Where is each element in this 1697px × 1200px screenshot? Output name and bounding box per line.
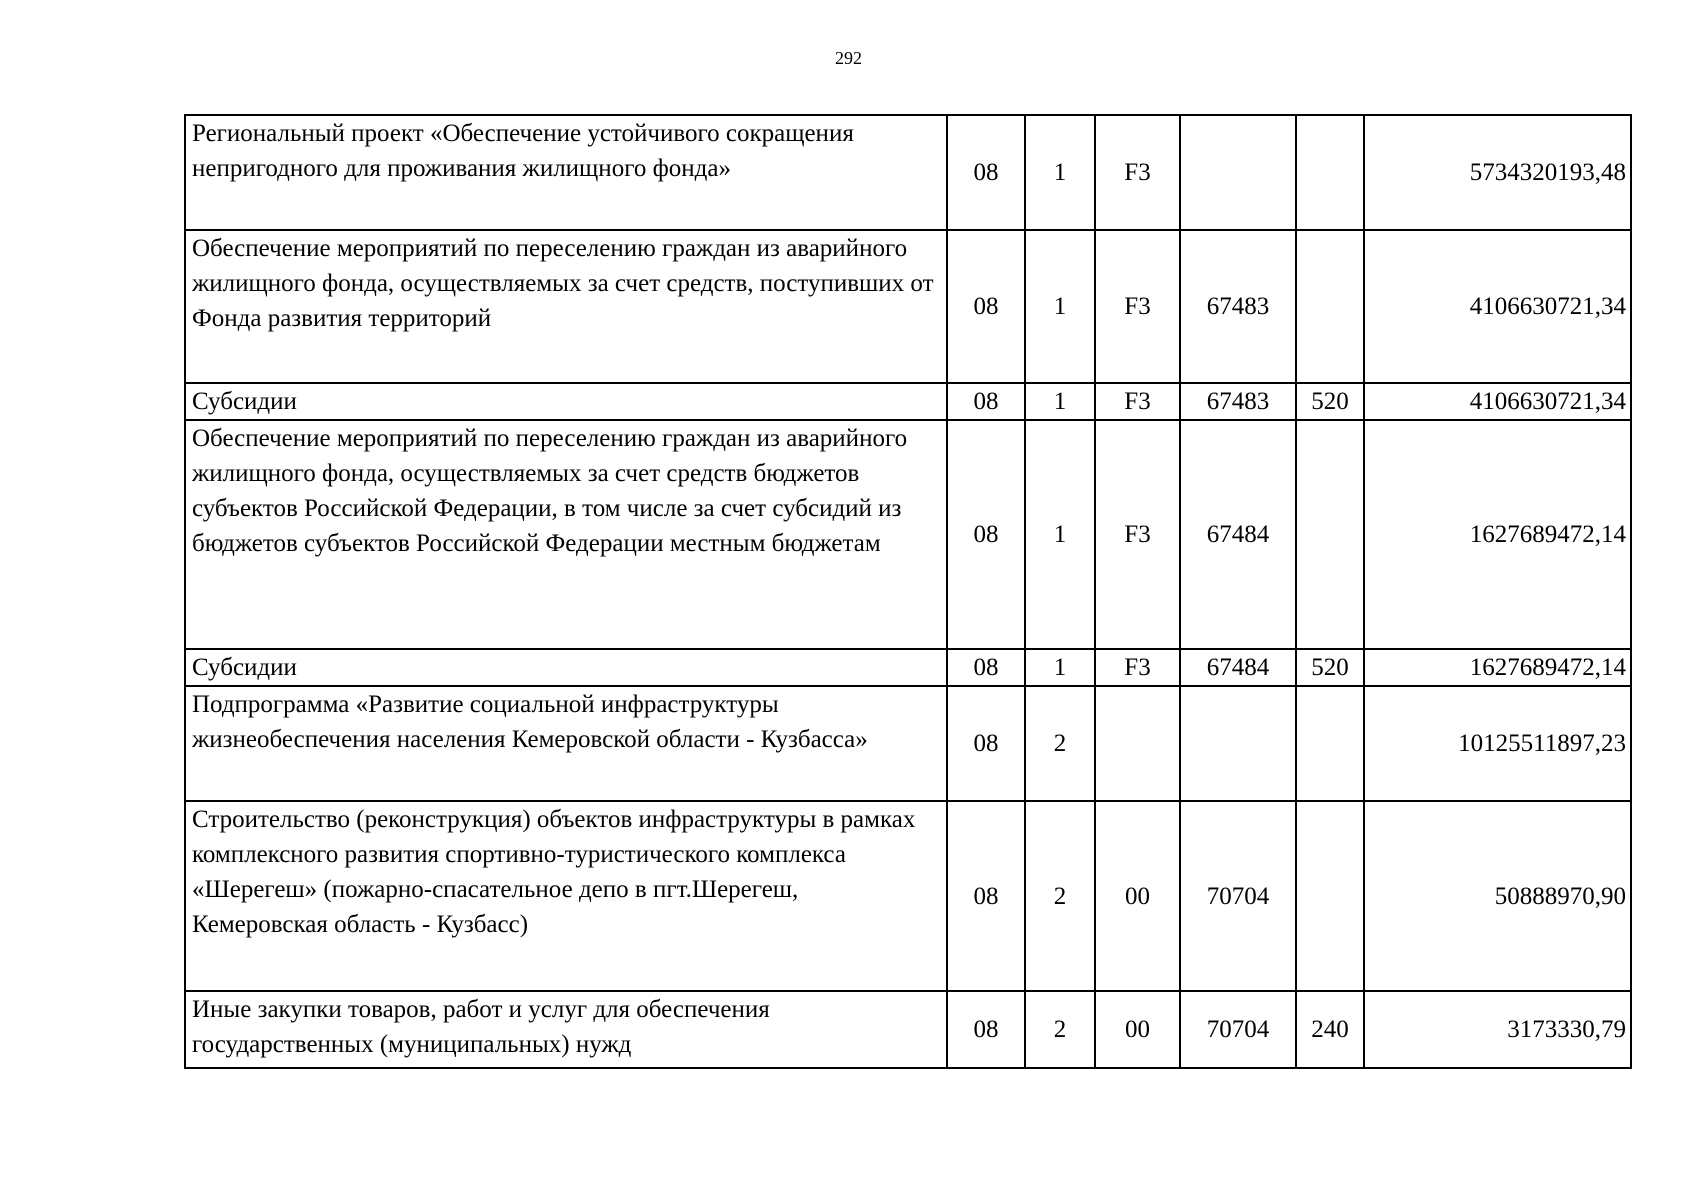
row-name-cell: Подпрограмма «Развитие социальной инфраструктуры жизнеобеспечения населения Кемеровской области - Кузбасса» — [185, 686, 947, 801]
subprogram-code-cell: 00 — [1095, 801, 1180, 991]
row-name-cell: Строительство (реконструкция) объектов инфраструктуры в рамках комплексного развития спортивно-туристического комплекса «Шерегеш» (пожарно-спасательное депо в пгт.Шерегеш, Кемеровская область - Кузбасс) — [185, 801, 947, 991]
row-name-cell: Региональный проект «Обеспечение устойчивого сокращения непригодного для проживания жилищного фонда» — [185, 115, 947, 230]
expense-type-cell: 240 — [1296, 991, 1364, 1068]
expense-type-cell — [1296, 230, 1364, 383]
program-code-cell: 1 — [1025, 115, 1095, 230]
direction-code-cell — [1180, 686, 1296, 801]
row-name-cell: Субсидии — [185, 649, 947, 686]
row-name-cell: Субсидии — [185, 383, 947, 420]
expense-type-cell — [1296, 115, 1364, 230]
program-code-cell: 2 — [1025, 991, 1095, 1068]
section-code-cell: 08 — [947, 230, 1025, 383]
table-row — [185, 801, 1631, 991]
amount-cell: 1627689472,14 — [1364, 420, 1631, 649]
direction-code-cell: 67484 — [1180, 420, 1296, 649]
expense-type-cell — [1296, 420, 1364, 649]
row-name-cell: Иные закупки товаров, работ и услуг для обеспечения государственных (муниципальных) нужд — [185, 991, 947, 1068]
amount-cell: 3173330,79 — [1364, 991, 1631, 1068]
direction-code-cell: 67483 — [1180, 230, 1296, 383]
expense-type-cell — [1296, 686, 1364, 801]
section-code-cell: 08 — [947, 686, 1025, 801]
amount-cell: 1627689472,14 — [1364, 649, 1631, 686]
amount-cell: 5734320193,48 — [1364, 115, 1631, 230]
table-row — [185, 420, 1631, 649]
section-code-cell: 08 — [947, 801, 1025, 991]
section-code-cell: 08 — [947, 383, 1025, 420]
subprogram-code-cell: F3 — [1095, 230, 1180, 383]
subprogram-code-cell: 00 — [1095, 991, 1180, 1068]
direction-code-cell: 70704 — [1180, 991, 1296, 1068]
program-code-cell: 2 — [1025, 686, 1095, 801]
section-code-cell: 08 — [947, 420, 1025, 649]
subprogram-code-cell: F3 — [1095, 420, 1180, 649]
expense-type-cell — [1296, 801, 1364, 991]
program-code-cell: 1 — [1025, 420, 1095, 649]
expense-type-cell: 520 — [1296, 383, 1364, 420]
budget-table — [184, 114, 1632, 1069]
direction-code-cell — [1180, 115, 1296, 230]
amount-cell: 10125511897,23 — [1364, 686, 1631, 801]
subprogram-code-cell: F3 — [1095, 115, 1180, 230]
expense-type-cell: 520 — [1296, 649, 1364, 686]
program-code-cell: 1 — [1025, 649, 1095, 686]
table-row — [185, 649, 1631, 686]
page-number: 292 — [835, 48, 862, 68]
row-name-cell: Обеспечение мероприятий по переселению граждан из аварийного жилищного фонда, осуществляемых за счет средств, поступивших от Фонда развития территорий — [185, 230, 947, 383]
section-code-cell: 08 — [947, 115, 1025, 230]
program-code-cell: 1 — [1025, 383, 1095, 420]
section-code-cell: 08 — [947, 649, 1025, 686]
program-code-cell: 2 — [1025, 801, 1095, 991]
subprogram-code-cell: F3 — [1095, 383, 1180, 420]
program-code-cell: 1 — [1025, 230, 1095, 383]
amount-cell: 4106630721,34 — [1364, 383, 1631, 420]
table-row — [185, 115, 1631, 230]
section-code-cell: 08 — [947, 991, 1025, 1068]
direction-code-cell: 67483 — [1180, 383, 1296, 420]
direction-code-cell: 67484 — [1180, 649, 1296, 686]
table-row — [185, 230, 1631, 383]
amount-cell: 4106630721,34 — [1364, 230, 1631, 383]
table-row — [185, 991, 1631, 1068]
subprogram-code-cell — [1095, 686, 1180, 801]
row-name-cell: Обеспечение мероприятий по переселению граждан из аварийного жилищного фонда, осуществляемых за счет средств бюджетов субъектов Российской Федерации, в том числе за счет субсидий из бюджетов субъектов Российской Федерации местным бюджетам — [185, 420, 947, 649]
subprogram-code-cell: F3 — [1095, 649, 1180, 686]
amount-cell: 50888970,90 — [1364, 801, 1631, 991]
direction-code-cell: 70704 — [1180, 801, 1296, 991]
table-row — [185, 686, 1631, 801]
table-row — [185, 383, 1631, 420]
